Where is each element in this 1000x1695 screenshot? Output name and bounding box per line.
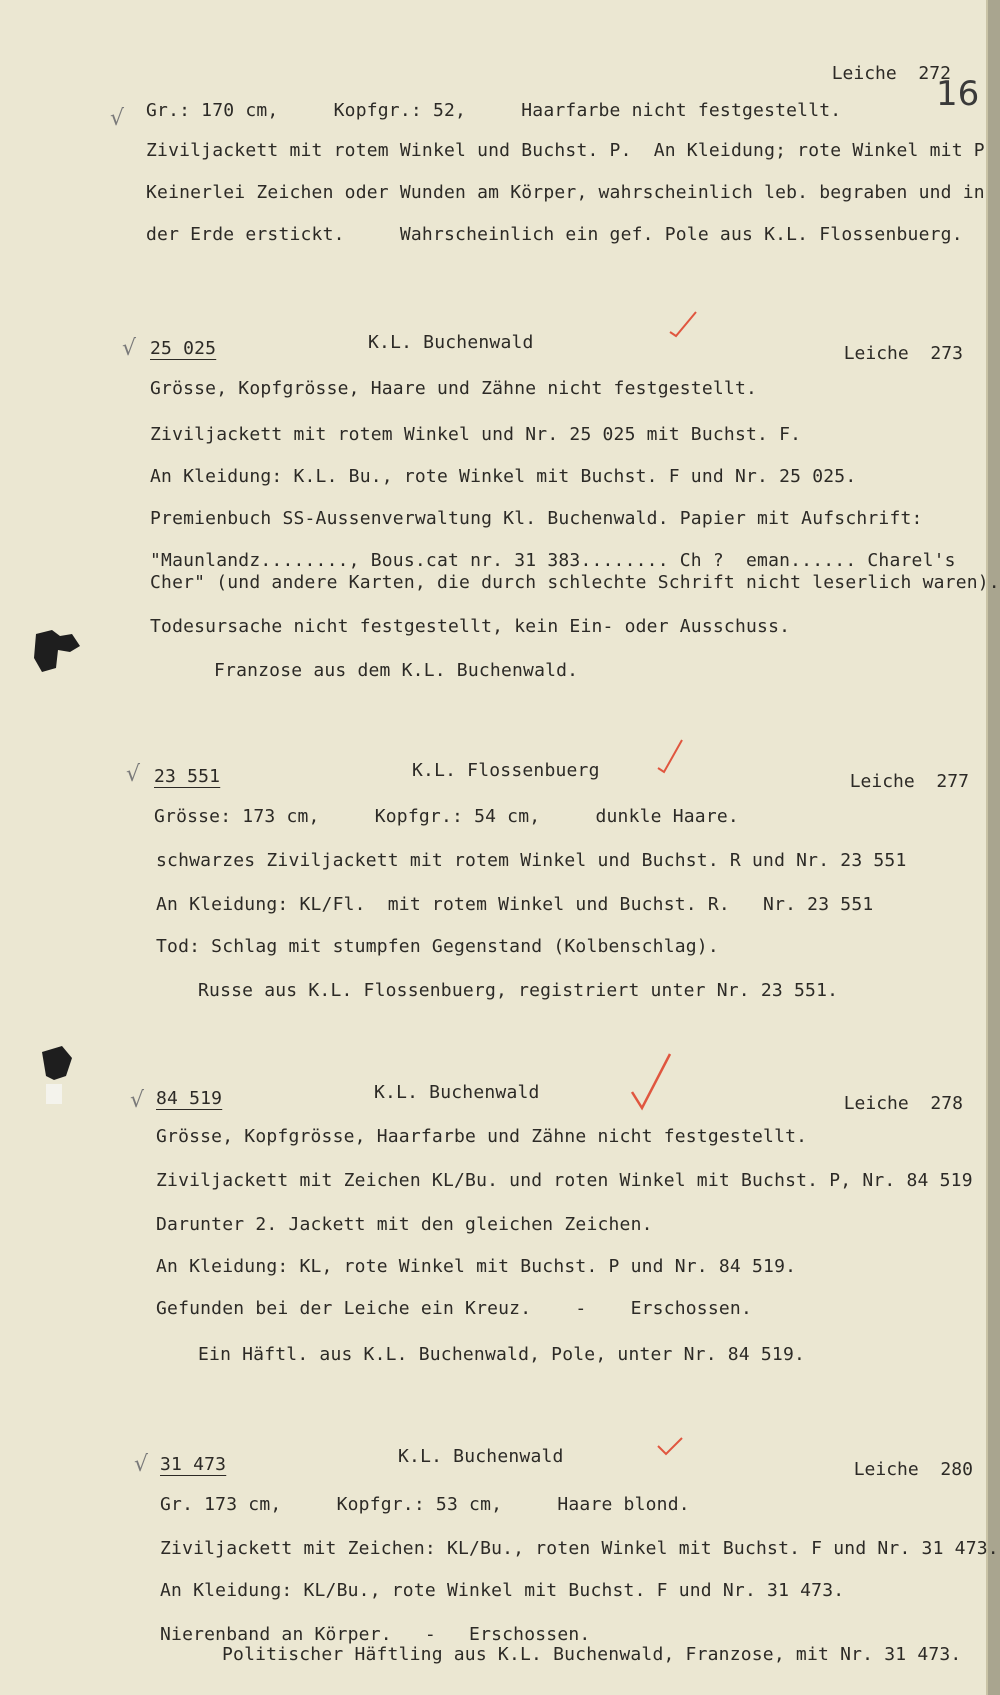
entry-line: Ein Häftl. aus K.L. Buchenwald, Pole, unter Nr. 84 519. [198, 1344, 806, 1365]
entry-line: Ziviljackett mit Zeichen KL/Bu. und roten Winkel mit Buchst. P, Nr. 84 519 [156, 1170, 973, 1191]
check-mark-icon: √ [134, 1452, 149, 1477]
entry-line: Ziviljackett mit rotem Winkel und Nr. 25 025 mit Buchst. F. [150, 424, 802, 445]
entry-line: Darunter 2. Jackett mit den gleichen Zeichen. [156, 1214, 653, 1235]
red-check-icon [656, 1436, 684, 1458]
entry-line: Gefunden bei der Leiche ein Kreuz. - Erschossen. [156, 1298, 752, 1319]
entry-line: Tod: Schlag mit stumpfen Gegenstand (Kolbenschlag). [156, 936, 719, 957]
prisoner-number: 84 519 [156, 1088, 223, 1109]
entry-line: Gr.: 170 cm, Kopfgr.: 52, Haarfarbe nicht festgestellt. [146, 100, 842, 121]
entry-line: schwarzes Ziviljackett mit rotem Winkel und Buchst. R und Nr. 23 551 [156, 850, 907, 871]
check-mark-icon: √ [130, 1088, 145, 1113]
camp-name: K.L. Buchenwald [374, 1082, 540, 1103]
entry-line: An Kleidung: KL, rote Winkel mit Buchst. P und Nr. 84 519. [156, 1256, 797, 1277]
entry-line: Grösse, Kopfgrösse, Haare und Zähne nicht festgestellt. [150, 378, 758, 399]
entry-line: Russe aus K.L. Flossenbuerg, registriert unter Nr. 23 551. [198, 980, 839, 1001]
entry-line: Cher" (und andere Karten, die durch schlechte Schrift nicht leserlich waren). [150, 572, 1000, 593]
entry-line: Gr. 173 cm, Kopfgr.: 53 cm, Haare blond. [160, 1494, 690, 1515]
page-number: 16 [936, 74, 980, 114]
camp-name: K.L. Buchenwald [368, 332, 534, 353]
entry-line: Grösse: 173 cm, Kopfgr.: 54 cm, dunkle Haare. [154, 806, 739, 827]
page-edge [988, 0, 1000, 1695]
camp-name: K.L. Flossenbuerg [412, 760, 600, 781]
entry-line: Franzose aus dem K.L. Buchenwald. [214, 660, 579, 681]
entry-line: Grösse, Kopfgrösse, Haarfarbe und Zähne nicht festgestellt. [156, 1126, 808, 1147]
entry-line: An Kleidung: K.L. Bu., rote Winkel mit Buchst. F und Nr. 25 025. [150, 466, 857, 487]
punch-hole-top [30, 628, 84, 676]
prisoner-number: 31 473 [160, 1454, 227, 1475]
leiche-label-277: Leiche 277 [849, 771, 969, 792]
entry-line: Todesursache nicht festgestellt, kein Ein- oder Ausschuss. [150, 616, 791, 637]
punch-hole-bottom [36, 1046, 76, 1112]
leiche-label-280: Leiche 280 [853, 1459, 973, 1480]
red-check-icon [668, 310, 698, 338]
check-mark-icon: √ [126, 762, 141, 787]
entry-line: "Maunlandz........, Bous.cat nr. 31 383........ Ch ? eman...... Charel's [150, 550, 956, 571]
check-mark-icon: √ [122, 336, 137, 361]
prisoner-number: 25 025 [150, 338, 217, 359]
leiche-label-273: Leiche 273 [843, 343, 963, 364]
entry-line: Ziviljackett mit Zeichen: KL/Bu., roten Winkel mit Buchst. F und Nr. 31 473. [160, 1538, 999, 1559]
check-mark-icon: √ [110, 106, 125, 131]
entry-line: An Kleidung: KL/Bu., rote Winkel mit Buchst. F und Nr. 31 473. [160, 1580, 845, 1601]
red-check-icon [628, 1052, 674, 1112]
leiche-label-278: Leiche 278 [843, 1093, 963, 1114]
red-check-icon [656, 738, 686, 774]
entry-line: der Erde erstickt. Wahrscheinlich ein gef. Pole aus K.L. Flossenbuerg. [146, 224, 963, 245]
camp-name: K.L. Buchenwald [398, 1446, 564, 1467]
entry-line: Premienbuch SS-Aussenverwaltung Kl. Buchenwald. Papier mit Aufschrift: [150, 508, 923, 529]
leiche-label-272: Leiche 272 [831, 63, 951, 84]
entry-line: Ziviljackett mit rotem Winkel und Buchst. P. An Kleidung; rote Winkel mit P [146, 140, 985, 161]
entry-line: Nierenband an Körper. - Erschossen. [160, 1624, 591, 1645]
entry-line: Politischer Häftling aus K.L. Buchenwald, Franzose, mit Nr. 31 473. [222, 1644, 962, 1665]
entry-line: An Kleidung: KL/Fl. mit rotem Winkel und Buchst. R. Nr. 23 551 [156, 894, 874, 915]
prisoner-number: 23 551 [154, 766, 221, 787]
entry-line: Keinerlei Zeichen oder Wunden am Körper, wahrscheinlich leb. begraben und in [146, 182, 985, 203]
